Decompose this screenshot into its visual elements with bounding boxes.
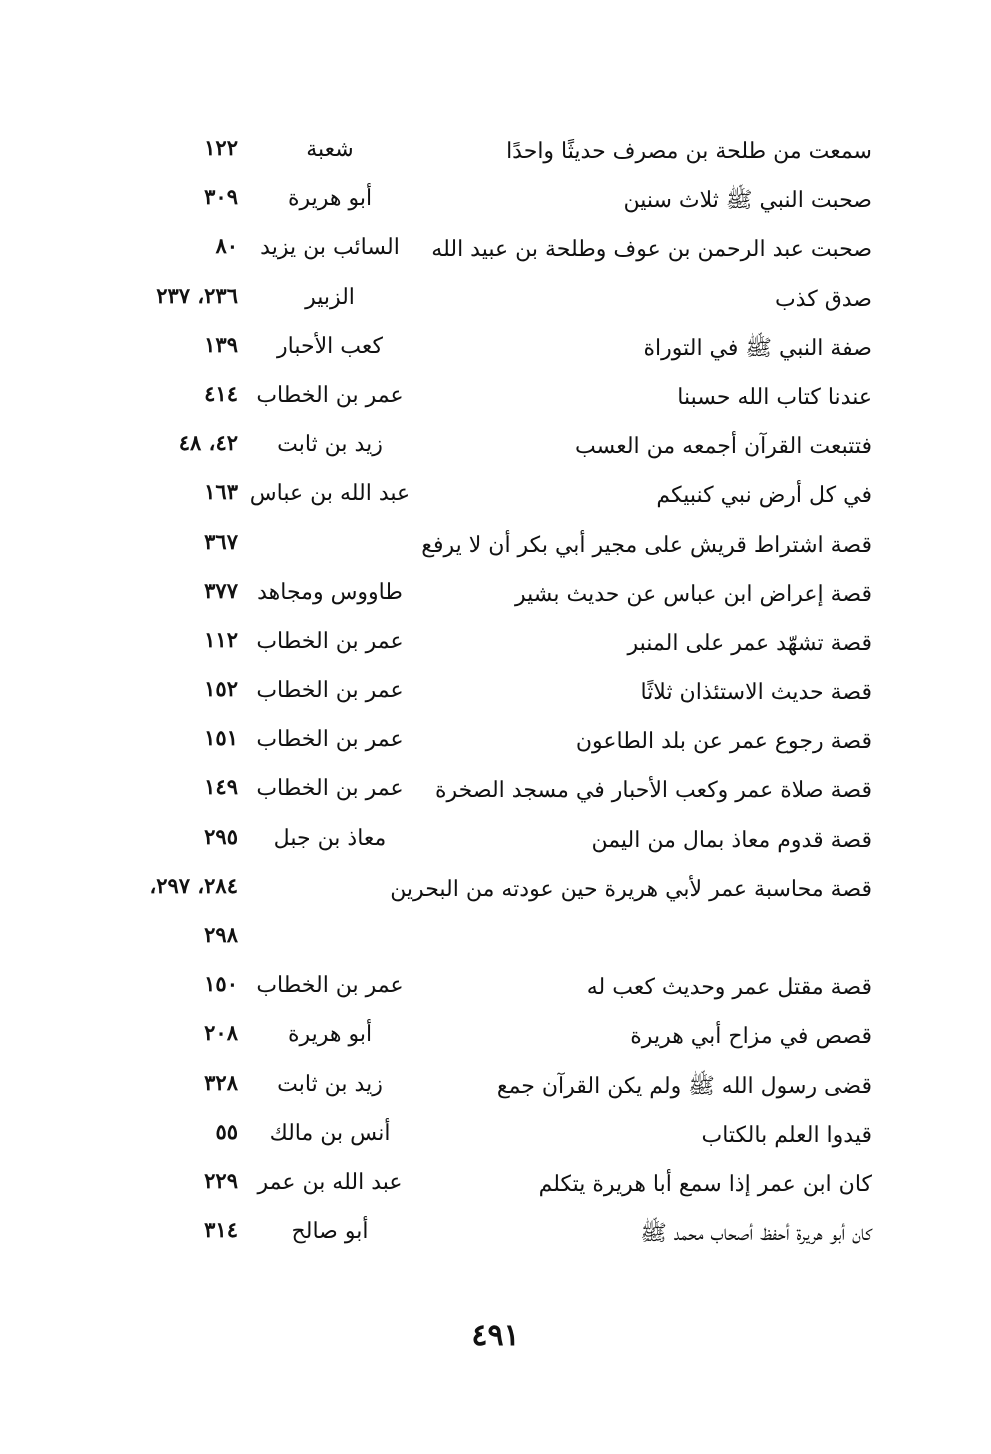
hadith-text: كان أبو هريرة أحفظ أصحاب محمد ﷺ — [640, 1221, 872, 1247]
narrator-name: شعبة — [306, 137, 354, 162]
page-reference: ٣٦٧ — [204, 528, 238, 554]
index-row — [90, 472, 890, 521]
narrator-name: عمر بن الخطاب — [256, 628, 404, 654]
hadith-text: قصة صلاة عمر وكعب الأحبار في مسجد الصخرة — [435, 778, 872, 804]
page-reference: ٢٨٤، ٢٩٧، — [149, 872, 238, 898]
page-number: ٤٩١ — [471, 1318, 520, 1353]
hadith-text: قصة مقتل عمر وحديث كعب له — [586, 975, 872, 1001]
index-row — [90, 276, 890, 325]
hadith-text: قيدوا العلم بالكتاب — [701, 1122, 872, 1148]
index-row — [90, 374, 890, 423]
page-reference: ٢٣٦، ٢٣٧ — [156, 282, 238, 308]
index-row — [90, 1013, 890, 1062]
index-row — [90, 325, 890, 374]
index-row — [90, 964, 890, 1013]
page-reference: ١٢٢ — [204, 135, 238, 160]
hadith-text: كان ابن عمر إذا سمع أبا هريرة يتكلم — [538, 1171, 872, 1197]
page-reference: ١٥١ — [204, 725, 238, 751]
index-row — [90, 1210, 890, 1259]
page-reference: ٢٩٨ — [204, 922, 238, 947]
hadith-text: قصة حديث الاستئذان ثلاثًا — [640, 680, 872, 706]
hadith-text: قصة قدوم معاذ بمال من اليمن — [591, 827, 872, 853]
page-reference: ٨٠ — [215, 233, 238, 259]
page-reference: ١٦٣ — [204, 479, 238, 505]
narrator-name: عبد الله بن عباس — [249, 481, 411, 507]
narrator-name: عمر بن الخطاب — [256, 678, 404, 704]
hadith-text: فتتبعت القرآن أجمعه من العسب — [575, 434, 872, 460]
index-row — [90, 620, 890, 669]
hadith-text: صحبت عبد الرحمن بن عوف وطلحة بن عبيد الله — [431, 237, 872, 263]
page-reference: ١٣٩ — [204, 331, 238, 357]
hadith-text: صدق كذب — [774, 286, 872, 312]
page-reference: ٤٢، ٤٨ — [178, 430, 238, 456]
page-reference: ٣٧٧ — [204, 577, 238, 603]
narrator-name: عبد الله بن عمر — [257, 1169, 403, 1195]
page-reference: ٣٢٨ — [204, 1069, 238, 1095]
index-row — [90, 128, 890, 177]
narrator-name: عمر بن الخطاب — [256, 382, 404, 408]
index-row-continuation — [90, 915, 890, 964]
hadith-text: صحبت النبي ﷺ ثلاث سنين — [623, 188, 872, 214]
page-reference: ٢٢٩ — [204, 1167, 238, 1193]
index-row — [90, 571, 890, 620]
hadith-text: قصة محاسبة عمر لأبي هريرة حين عودته من البحرين — [390, 876, 872, 902]
narrator-name: عمر بن الخطاب — [256, 973, 404, 999]
index-row — [90, 1063, 890, 1112]
index-row — [90, 669, 890, 718]
index-row — [90, 177, 890, 226]
page-reference: ٥٥ — [215, 1118, 238, 1144]
narrator-name: زيد بن ثابت — [277, 432, 383, 458]
page-reference: ٤١٤ — [204, 380, 238, 406]
hadith-text: قصة إعراض ابن عباس عن حديث بشير — [514, 581, 872, 607]
hadith-text: قصة تشهّد عمر على المنبر — [627, 630, 872, 656]
index-row — [90, 226, 890, 275]
narrator-name: أبو صالح — [291, 1219, 369, 1245]
page-reference: ١١٢ — [204, 626, 238, 652]
page-reference: ١٥٠ — [204, 971, 238, 997]
index-row — [90, 767, 890, 816]
narrator-name: أبو هريرة — [287, 1022, 373, 1048]
hadith-text: قصة اشتراط قريش على مجير أبي بكر أن لا يرفع — [421, 532, 872, 558]
narrator-name: أنس بن مالك — [269, 1120, 391, 1146]
hadith-text: في كل أرض نبي كنبيكم — [656, 483, 872, 509]
index-row — [90, 522, 890, 571]
page-reference: ١٤٩ — [204, 774, 238, 800]
page-reference: ١٥٢ — [204, 676, 238, 702]
index-row — [90, 423, 890, 472]
narrator-name: أبو هريرة — [287, 186, 373, 212]
index-table — [90, 128, 890, 1259]
narrator-name: كعب الأحبار — [277, 333, 383, 359]
hadith-text: صفة النبي ﷺ في التوراة — [643, 335, 872, 361]
index-row — [90, 817, 890, 866]
page-reference: ٣٠٩ — [204, 184, 238, 210]
index-row — [90, 1112, 890, 1161]
narrator-name: السائب بن يزيد — [260, 235, 400, 261]
narrator-name: معاذ بن جبل — [273, 825, 387, 851]
hadith-text: قصص في مزاح أبي هريرة — [630, 1024, 872, 1050]
page-reference: ٢٠٨ — [204, 1020, 238, 1046]
hadith-text: قضى رسول الله ﷺ ولم يكن القرآن جمع — [496, 1073, 872, 1099]
narrator-name: عمر بن الخطاب — [256, 727, 404, 753]
hadith-text: عندنا كتاب الله حسبنا — [677, 384, 872, 410]
page-reference: ٢٩٥ — [204, 823, 238, 849]
narrator-name: الزبير — [305, 284, 355, 310]
index-row — [90, 718, 890, 767]
page-reference: ٣١٤ — [204, 1217, 238, 1243]
index-row — [90, 866, 890, 915]
narrator-name: عمر بن الخطاب — [256, 776, 404, 802]
hadith-text: سمعت من طلحة بن مصرف حديثًا واحدًا — [506, 139, 872, 164]
narrator-name: زيد بن ثابت — [277, 1071, 383, 1097]
narrator-name: طاووس ومجاهد — [257, 579, 403, 605]
index-row — [90, 1161, 890, 1210]
hadith-text: قصة رجوع عمر عن بلد الطاعون — [575, 729, 872, 755]
